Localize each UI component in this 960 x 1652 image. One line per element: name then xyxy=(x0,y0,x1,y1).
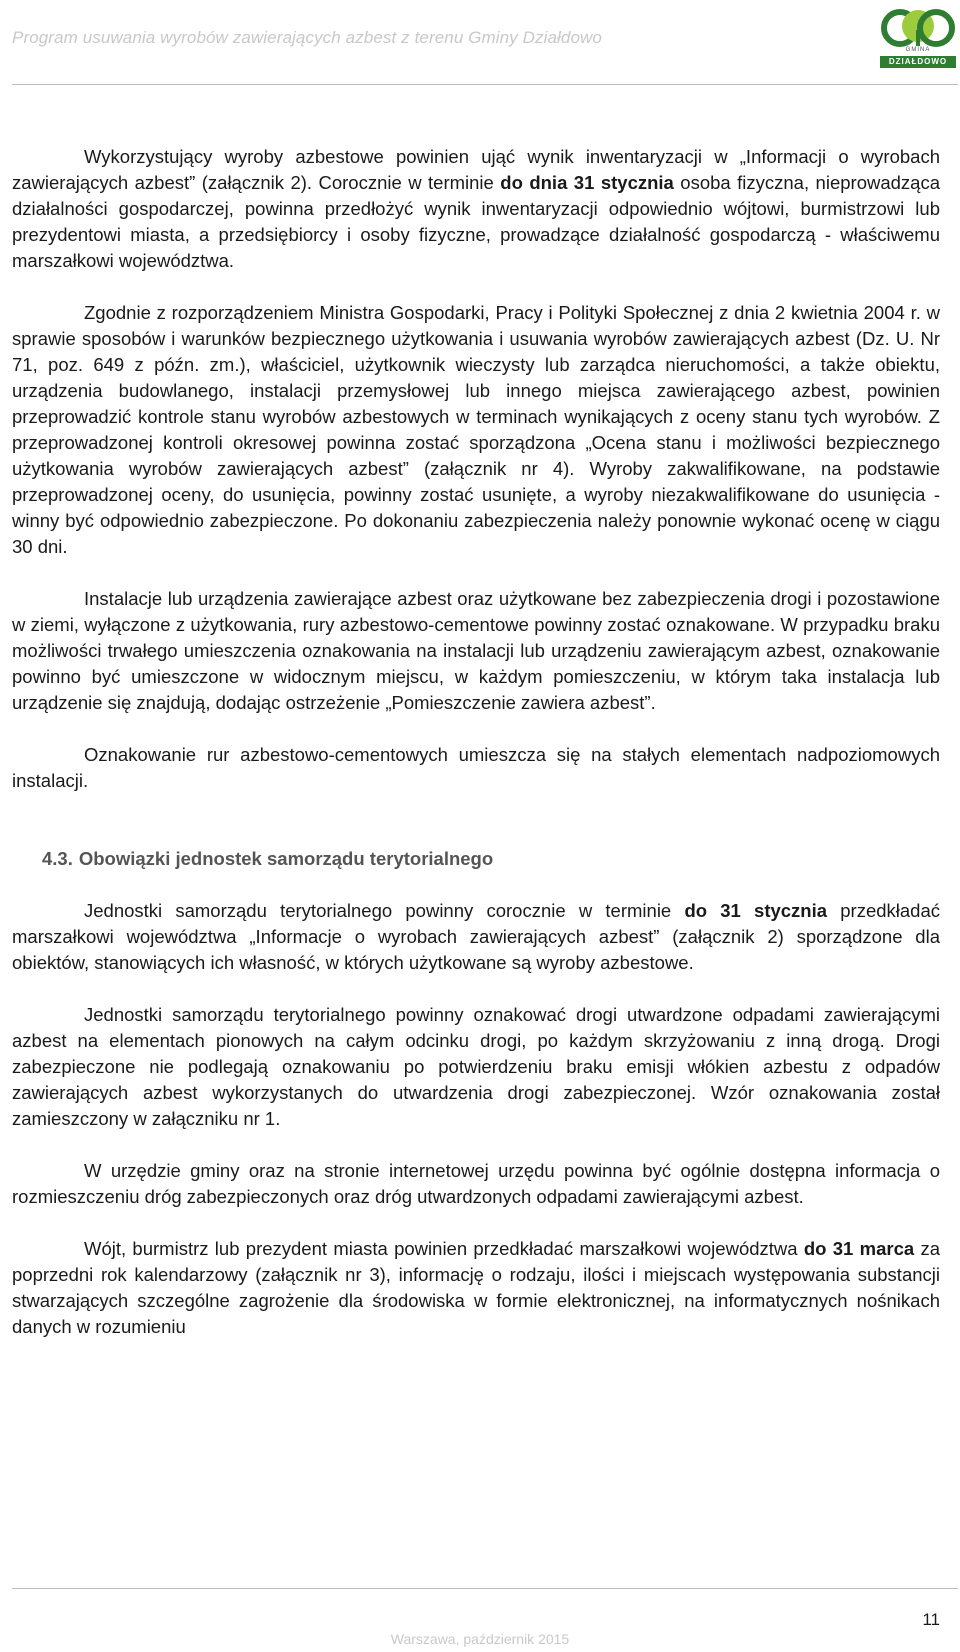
page-number: 11 xyxy=(922,1610,940,1629)
paragraph-local-government xyxy=(12,898,940,976)
header-divider xyxy=(12,84,958,85)
section-title: Obowiązki jednostek samorządu terytorialnego xyxy=(78,848,494,869)
logo-name-label: DZIAŁDOWO xyxy=(880,56,956,68)
paragraph-installations: Instalacje lub urządzenia zawierające azbest oraz użytkowane bez zabezpieczenia drogi i pozostawione w ziemi, wyłączone z użytkowania, rury azbestowo-cementowe powinny zostać oznakowane. W przypadku braku możliwości trwałego umieszczenia oznakowania na instalacji lub urządzeniu zawierającym azbest, oznakowanie powinno być umieszczone w widocznym miejscu, w każdym pomieszczeniu, w którym taka instalacja lub urządzenie się znajdują, dodając ostrzeżenie „Pomieszczenie zawiera azbest”. xyxy=(12,588,940,713)
logo-gmina-label: GMINA xyxy=(905,47,931,53)
document-body xyxy=(12,144,940,1340)
paragraph-text: osoba fizyczna, nieprowadząca działalności gospodarczej, powinna przedłożyć wynik inwentaryzacji odpowiednio wójtowi, burmistrzowi lub prezydentowi miasta, a przedsiębiorcy i osoby fizyczne, prowadzące działalność gospodarczą - właściwemu marszałkowi województwa. xyxy=(12,172,941,271)
paragraph-pipes: Oznakowanie rur azbestowo-cementowych umieszcza się na stałych elementach nadpoziomowych instalacji. xyxy=(12,744,940,791)
paragraph-regulation: Zgodnie z rozporządzeniem Ministra Gospodarki, Pracy i Polityki Społecznej z dnia 2 kwietnia 2004 r. w sprawie sposobów i warunków bezpiecznego użytkowania i usuwania wyrobów zawierających azbest (Dz. U. Nr 71, poz. 649 z późn. zm.), właściciel, użytkownik wieczysty lub zarządca nieruchomości, a także obiektu, urządzenia budowlanego, instalacji przemysłowej lub innego miejsca zawierającego azbest, powinien przeprowadzić kontrole stanu wyrobów azbestowych w terminach wynikających z oceny stanu tych wyrobów. Z przeprowadzonej kontroli okresowej powinna zostać sporządzona „Ocena stanu i możliwości bezpiecznego użytkowania wyrobów zawierających azbest” (załącznik nr 4). Wyroby zakwalifikowane, na podstawie przeprowadzonej oceny, do usunięcia, powinny zostać usunięte, a wyroby niezakwalifikowane do usunięcia - winny być odpowiednio zabezpieczone. Po dokonaniu zabezpieczenia należy ponownie wykonać ocenę w ciągu 30 dni. xyxy=(12,302,940,557)
paragraph-text: Wójt, burmistrz lub prezydent miasta powinien przedkładać marszałkowi województwa xyxy=(84,1238,804,1259)
footer-divider xyxy=(12,1588,958,1589)
paragraph-text: Jednostki samorządu terytorialnego powinny corocznie w terminie xyxy=(84,900,685,921)
paragraph-road-marking: Jednostki samorządu terytorialnego powinny oznakować drogi utwardzone odpadami zawierającymi azbest na elementach pionowych na całym odcinku drogi, po każdym skrzyżowaniu z inną drogą. Drogi zabezpieczone nie podlegają oznakowaniu po potwierdzeniu braku emisji włókien azbestu z odpadów zawierających azbest wykorzystanych do utwardzenia drogi zabezpieczonej. Wzór oznakowania został zamieszczony w załączniku nr 1. xyxy=(12,1004,940,1129)
logo-tree-icon xyxy=(880,8,956,48)
paragraph-mayor-report xyxy=(12,1236,940,1340)
paragraph-inventory xyxy=(12,144,940,274)
paragraph-public-info: W urzędzie gminy oraz na stronie internetowej urzędu powinna być ogólnie dostępna informacja o rozmieszczeniu dróg zabezpieczonych oraz dróg utwardzonych odpadami zawierającymi azbest. xyxy=(12,1160,940,1207)
paragraph-text: Wykorzystujący wyroby azbestowe powinien ująć wynik inwentaryzacji w „Informacji o wyrobach zawierających azbest” (załącznik 2). Corocznie w terminie xyxy=(12,146,940,193)
section-number: 4.3. xyxy=(42,848,73,869)
section-heading xyxy=(12,846,940,872)
page-header xyxy=(0,0,960,88)
paragraph-text: za poprzedni rok kalendarzowy (załącznik nr 3), informację o rodzaju, ilości i miejscach występowania substancji stwarzających szczególne zagrożenie dla środowiska w formie elektronicznej, na informatycznych nośnikach danych w rozumieniu xyxy=(12,1238,940,1337)
gmina-logo xyxy=(880,8,956,68)
deadline-highlight: do dnia 31 stycznia xyxy=(500,172,674,193)
deadline-highlight: do 31 marca xyxy=(803,1238,915,1259)
footer-text: Warszawa, październik 2015 xyxy=(390,1631,570,1647)
header-title: Program usuwania wyrobów zawierających azbest z terenu Gminy Działdowo xyxy=(12,28,602,47)
deadline-highlight: do 31 stycznia xyxy=(684,900,828,921)
paragraph-text: przedkładać marszałkowi województwa „Informacje o wyrobach zawierających azbest” (załącznik 2) sporządzone dla obiektów, stanowiących ich własność, w których użytkowane są wyroby azbestowe. xyxy=(12,900,941,973)
